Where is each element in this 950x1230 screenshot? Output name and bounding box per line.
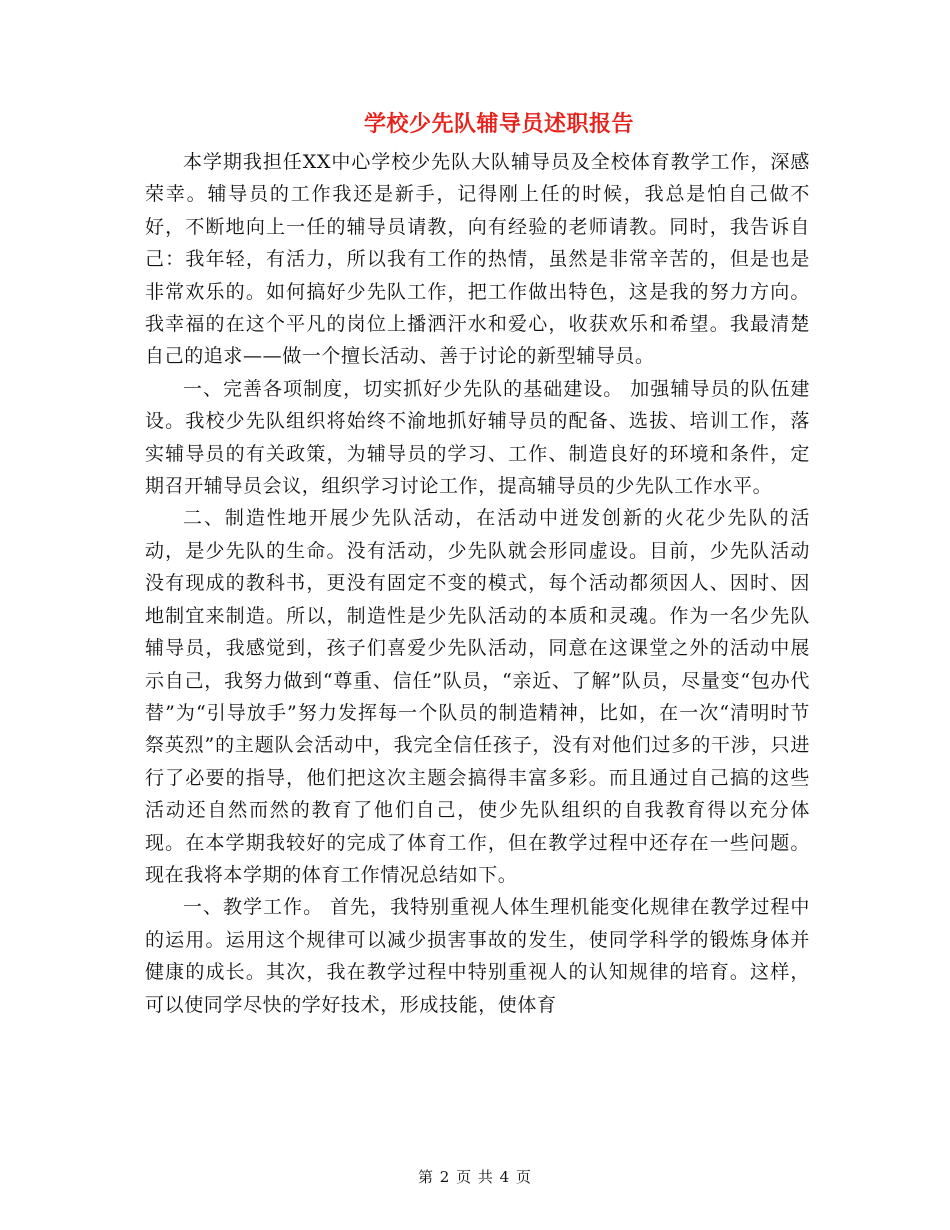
page-number: 第 2 页 共 4 页 <box>418 1168 532 1186</box>
paragraph-section-2: 二、制造性地开展少先队活动，在活动中迸发创新的火花少先队的活动，是少先队的生命。没有活动，少先队就会形同虚设。目前，少先队活动没有现成的教科书，更没有固定不变的模式，每个活动都须因人、因时、因地制宜来制造。所以，制造性是少先队活动的本质和灵魂。作为一名少先队辅导员，我感觉到，孩子们喜爱少先队活动，同意在这课堂之外的活动中展示自己，我努力做到“尊重、信任”队员，“亲近、了解”队员，尽量变“包办代替”为“引导放手”努力发挥每一个队员的制造精神，比如，在一次“清明时节祭英烈”的主题队会活动中，我完全信任孩子，没有对他们过多的干涉，只进行了必要的指导，他们把这次主题会搞得丰富多彩。而且通过自己搞的这些活动还自然而然的教育了他们自己，使少先队组织的自我教育得以充分体现。在本学期我较好的完成了体育工作，但在教学过程中还存在一些问题。现在我将本学期的体育工作情况总结如下。 <box>145 507 810 886</box>
paragraph-section-1: 一、完善各项制度，切实抓好少先队的基础建设。 加强辅导员的队伍建设。我校少先队组织将始终不渝地抓好辅导员的配备、选拔、培训工作，落实辅导员的有关政策，为辅导员的学习、工作、制造良好的环境和条件，定期召开辅导员会议，组织学习讨论工作，提高辅导员的少先队工作水平。 <box>145 377 810 498</box>
page-footer <box>0 1166 950 1187</box>
document-body <box>145 146 810 1021</box>
document-title: 学校少先队辅导员述职报告 <box>363 112 634 137</box>
paragraph-teaching-work: 一、教学工作。 首先，我特别重视人体生理机能变化规律在教学过程中的运用。运用这个规律可以减少损害事故的发生，使同学科学的锻炼身体并健康的成长。其次，我在教学过程中特别重视人的认知规律的培育。这样，可以使同学尽快的学好技术，形成技能，使体育 <box>145 896 810 1016</box>
paragraph-intro: 本学期我担任XX中心学校少先队大队辅导员及全校体育教学工作，深感荣幸。辅导员的工作我还是新手，记得刚上任的时候，我总是怕自己做不好，不断地向上一任的辅导员请教，向有经验的老师请教。同时，我告诉自己：我年轻，有活力，所以我有工作的热情，虽然是非常辛苦的，但是也是非常欢乐的。如何搞好少先队工作，把工作做出特色，这是我的努力方向。我幸福的在这个平凡的岗位上播洒汗水和爱心，收获欢乐和希望。我最清楚自己的追求——做一个擅长活动、善于讨论的新型辅导员。 <box>145 151 810 368</box>
